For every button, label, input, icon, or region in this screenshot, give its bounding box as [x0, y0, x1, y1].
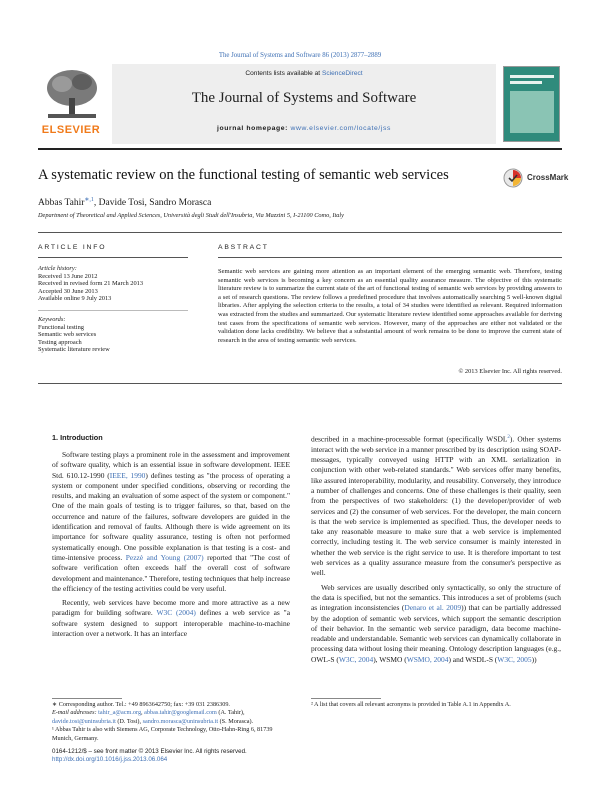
email-link[interactable]: tahir_a@acm.org	[98, 709, 142, 717]
contents-line	[112, 70, 496, 77]
author-list	[38, 196, 211, 208]
text-run: Software testing plays a prominent role in the assessment and improvement of software quality, which is an essential issue in software development. IEEE Std. 610.12-1990 (	[52, 450, 290, 480]
history-item: Received in revised form 21 March 2013	[38, 280, 144, 288]
text-run: ), WSMO (	[373, 654, 407, 664]
keyword-item: Functional testing	[38, 323, 84, 331]
paragraph	[311, 433, 561, 579]
citation-link[interactable]: Denaro et al. 2009	[404, 603, 462, 613]
homepage-line	[112, 125, 496, 132]
text-run: ). Other systems interact with the web service in a manner prescribed by its description using SOAP-messages, typically conveyed using HTTP with an XML serialization in conjunction with other web-related standards." Web services offer many benefits, like assured interoperability, modularity, and reusability. Conversely, they introduce a number of challenges and concerns. One of these challenges is their quality, seen from the perspectives of two stakeholders: (1) the developer/provider of web services and (2) the consumer of web services. For the developer, the main concern is that the web service is implemented as specified. Thus, the developer needs to take any reasonable measure to make sure that a web service is implemented correctly, including testing it. The web service consumer is mainly interested in whether the web service is the right service to use. It is therefore important to test web services as a quality assurance measure from the consumer's perspective as well.	[311, 434, 562, 578]
right-footnotes	[311, 701, 561, 709]
citation-link[interactable]: W3C, 2004	[338, 654, 374, 664]
keyword-item: Semantic web services	[38, 331, 97, 339]
divider	[218, 257, 562, 258]
divider	[38, 257, 188, 258]
elsevier-wordmark: ELSEVIER	[41, 124, 101, 136]
masthead-rule	[38, 148, 562, 150]
keywords-label: Keywords:	[38, 316, 66, 323]
history-item: Received 13 June 2012	[38, 272, 98, 280]
author-name[interactable]: Abbas Tahir	[38, 198, 85, 209]
doi-link[interactable]: http://dx.doi.org/10.1016/j.jss.2013.06.064	[52, 756, 168, 764]
issn-line: 0164-1212/$ – see front matter © 2013 Elsevier Inc. All rights reserved.	[52, 748, 247, 755]
divider	[38, 383, 562, 384]
running-head: The Journal of Systems and Software 86 (2013) 2877–2889	[218, 52, 382, 59]
keyword-item: Systematic literature review	[38, 346, 110, 354]
footnote-emails	[52, 709, 292, 726]
affiliation: Department of Theoretical and Applied Sciences, Università degli Studi dell'Insubria, Via Mazzini 5, I-21100 Como, Italy	[38, 212, 344, 219]
article-info-heading: ARTICLE INFO	[38, 244, 107, 251]
cover-image	[510, 91, 554, 133]
paragraph	[52, 450, 290, 594]
history-label: Article history:	[38, 265, 77, 272]
journal-title: The Journal of Systems and Software	[191, 90, 417, 106]
cover-bar	[510, 81, 542, 84]
history-item: Available online 9 July 2013	[38, 295, 112, 303]
homepage-label: journal homepage:	[217, 125, 289, 132]
footnote-1: ¹ Abbas Tahir is also with Siemens AG, Corporate Technology, Otto-Hahn-Ring 6, 81739 Munich, Germany.	[52, 726, 273, 742]
email-label: E-mail addresses:	[52, 709, 99, 717]
text-run: ) and WSDL-S (	[448, 654, 498, 664]
paper-title: A systematic review on the functional testing of semantic web services	[38, 167, 449, 183]
keywords	[38, 316, 188, 354]
copyright: © 2013 Elsevier Inc. All rights reserved.	[458, 368, 562, 375]
keyword-item: Testing approach	[38, 338, 82, 346]
cover-bar	[510, 75, 554, 78]
text-run: ,	[141, 709, 145, 717]
text-run: )) that can be partially addressed by the adoption of semantic web services, which support the semantic description of their behavior. In the semantic web service paradigm, data become machine-readable and understandable. Semantic web services can dynamically collaborate in processing data without losing their meaning. Ontology description languages (e.g., OWL-S (	[311, 603, 561, 664]
email-link[interactable]: davide.tosi@uninsubria.it	[52, 717, 116, 725]
email-link[interactable]: abbas.tahir@googlemail.com	[144, 709, 217, 717]
contents-prefix: Contents lists available at	[245, 70, 322, 77]
masthead	[38, 64, 562, 144]
divider	[38, 232, 562, 233]
footnote-ref[interactable]: 2	[507, 435, 510, 440]
citation-link[interactable]: IEEE, 1990	[109, 470, 146, 480]
text-run: (D. Tosi),	[115, 717, 143, 725]
history-item: Accepted 30 June 2013	[38, 287, 98, 295]
citation-link[interactable]: WSMO, 2004	[406, 654, 449, 664]
journal-banner	[112, 64, 496, 144]
homepage-link[interactable]: www.elsevier.com/locate/jss	[290, 125, 391, 132]
right-column	[311, 433, 561, 665]
text-run: reported that "The cost of software verification often exceeds half the overall cost of software development and maintenance." Therefore, testing techniques that help increase the efficiency of the testing activities could be very useful.	[52, 552, 290, 593]
paragraph	[311, 583, 561, 665]
crossmark-icon	[503, 168, 523, 188]
left-footnotes	[52, 701, 292, 743]
text-run: Recently, web services have become more and more attractive as a new paradigm for building software.	[52, 598, 290, 618]
crossmark-label: CrossMark	[527, 173, 569, 182]
footnote-2: ² A list that covers all relevant acronyms is provided in Table A.1 in Appendix A.	[311, 701, 511, 708]
text-run: Web services are usually described only syntactically, so only the structure of the data is specified, but not the semantics. This introduces a set of problems (such as integration inconsistencies (	[311, 582, 561, 613]
text-run: ))	[531, 654, 537, 664]
citation-link[interactable]: W3C (2004)	[156, 608, 196, 618]
paragraph	[52, 598, 290, 639]
author-name: , Davide Tosi, Sandro Morasca	[93, 198, 212, 209]
tree-icon	[44, 68, 100, 120]
text-run: described in a machine-processable format (specifically WSDL	[311, 434, 508, 444]
email-link[interactable]: sandro.morasca@uninsubria.it	[142, 717, 219, 725]
section-heading: 1. Introduction	[52, 433, 103, 442]
footnote-rule	[52, 698, 122, 699]
citation-link[interactable]: Pezzè and Young (2007)	[125, 552, 204, 562]
text-run: (A. Tahir),	[216, 709, 245, 717]
footnote-rule	[311, 698, 381, 699]
sciencedirect-link[interactable]: ScienceDirect	[321, 70, 363, 77]
divider	[38, 310, 188, 311]
text-run: ) defines testing as "the process of operating a system or component under specified conditions, observing or recording the results, and making an evaluation of some aspect of the system or component." One of the main goals of testing is to trigger failures, so that, based on the occurrence and nature of the failures, software developers are guided in the identification and removal of faults. Although there is wide agreement on its importance for software quality assurance, testing is often not performed systematically enough. One possible explanation is that testing is a cost- and time-intensive process.	[52, 470, 290, 562]
front-matter	[52, 748, 247, 765]
footnote-corresponding: ∗ Corresponding author. Tel.: +49 8963642750; fax: +39 031 2386309.	[52, 701, 230, 708]
elsevier-logo	[38, 68, 104, 142]
text-run: defines a web service as "a software system designed to support interoperable machine-to-machine interaction over a network. It has an interface	[52, 608, 290, 639]
crossmark-badge[interactable]	[503, 168, 569, 190]
text-run: (S. Morasca).	[218, 717, 254, 725]
journal-cover-thumbnail	[503, 66, 560, 142]
abstract-heading: ABSTRACT	[218, 244, 269, 251]
abstract-text: Semantic web services are gaining more attention as an important element of the emerging semantic web. Therefore, testing semantic web services is becoming a key concern as an essential quality assurance measure. The objective of this systematic literature review is to summarize the current state of the art of functional testing of semantic web services by providing answers to a set of research questions. The review follows a predefined procedure that involves automatically searching 5 well-known digital libraries. After applying the selection criteria to the results, a total of 34 studies were identified as relevant. Required information was extracted from the studies and summarized. Our systematic literature review identified some approaches available for deriving test cases from the specifications of semantic web services. However, many of the approaches are either not validated or the validation done lacks credibility. We believe that a substantial amount of work remains to be done to improve the current state of research in the area of testing semantic web services.	[218, 268, 562, 344]
left-column	[52, 450, 290, 639]
author-marks[interactable]: ∗,1	[84, 197, 94, 203]
citation-link[interactable]: W3C, 2005	[497, 654, 532, 664]
article-history	[38, 265, 188, 303]
